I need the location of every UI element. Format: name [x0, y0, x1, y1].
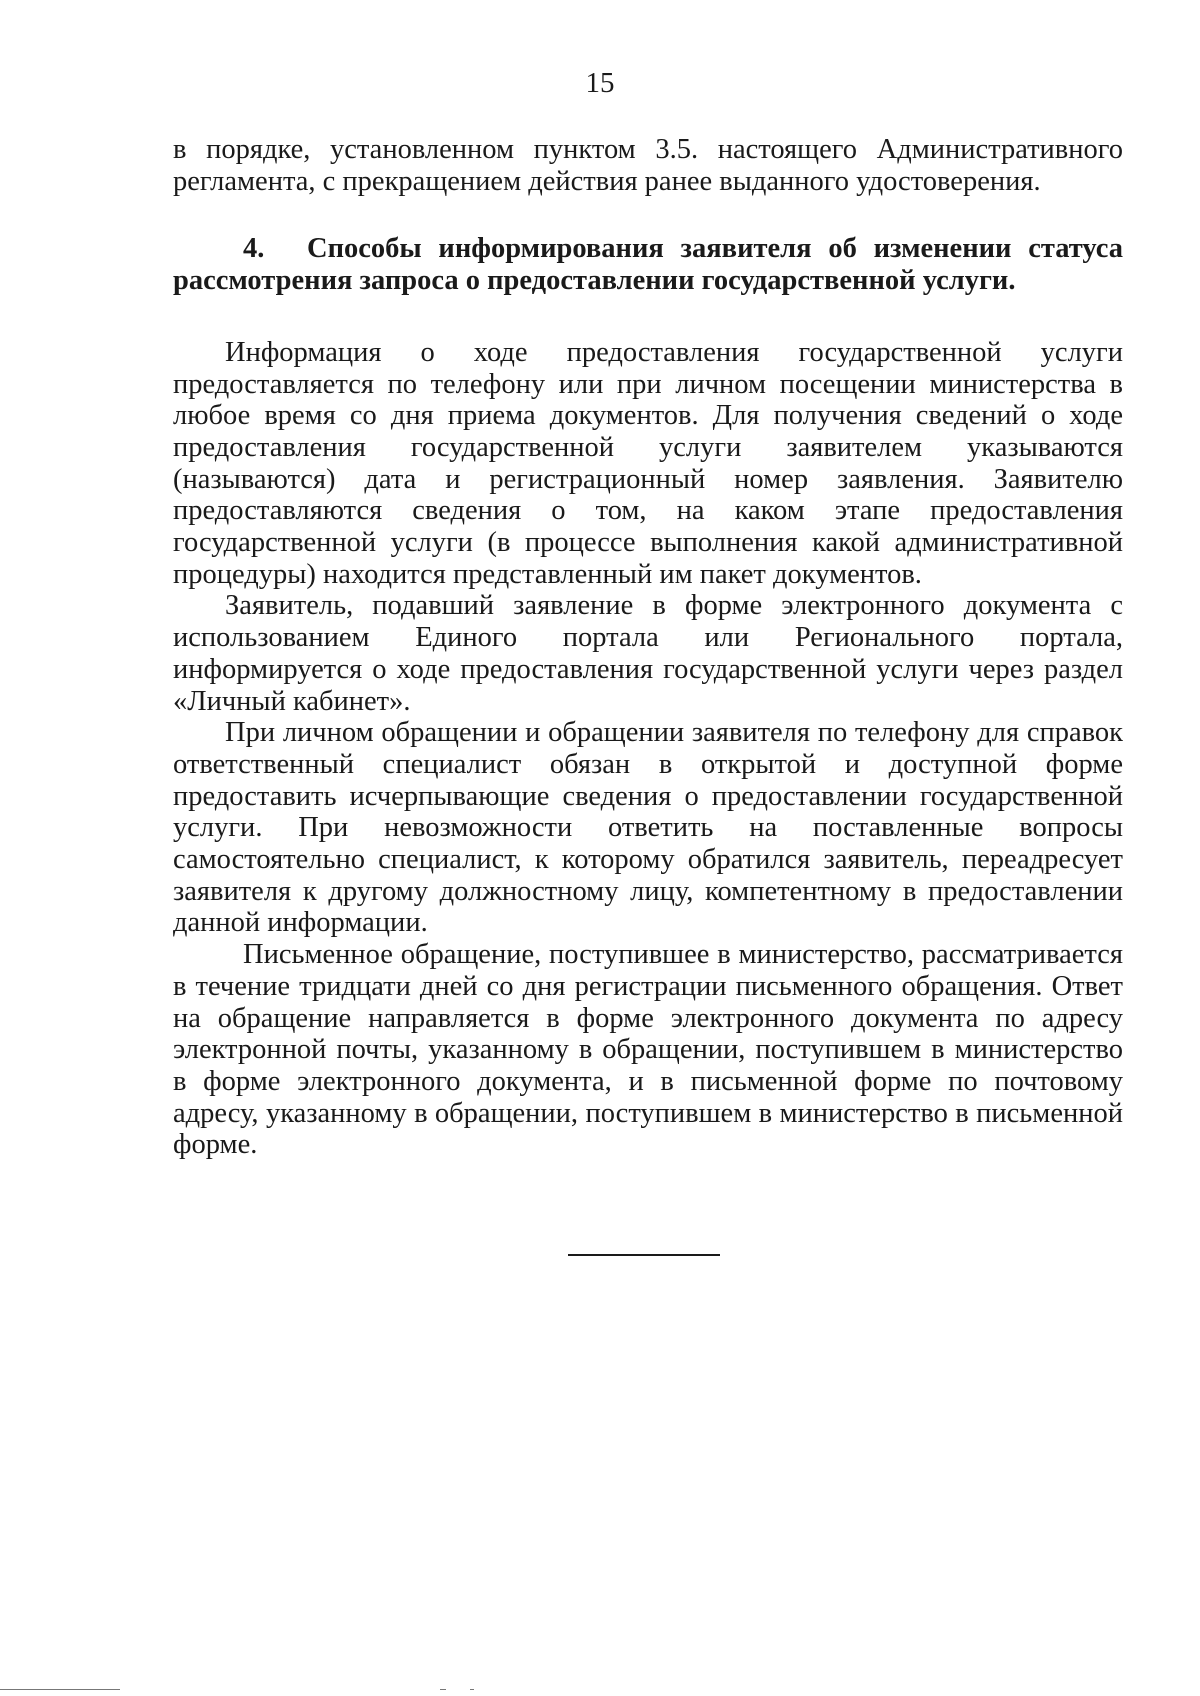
section-number: 4.	[243, 233, 265, 265]
intro-paragraph: в порядке, установленном пунктом 3.5. настоящего Административного регламента, с прекращением действия ранее выданного удостоверения.	[173, 134, 1123, 197]
paragraph-written-appeal: Письменное обращение, поступившее в министерство, рассматривается в течение тридцати дней со дня регистрации письменного обращения. Ответ на обращение направляется в форме электронного документа по адресу электронной почты, указанному в обращении, поступившем в министерство в форме электронного документа, и в письменной форме по почтовому адресу, указанному в обращении, поступившем в министерство в письменной форме.	[173, 939, 1123, 1161]
page-number: 15	[585, 67, 615, 99]
section-title: Способы информирования заявителя об изменении статуса рассмотрения запроса о предоставлении государственной услуги.	[173, 233, 1123, 297]
paragraph-status-info: Информация о ходе предоставления государственной услуги предоставляется по телефону или при личном посещении министерства в любое время со дня приема документов. Для получения сведений о ходе предоставления государственной услуги заявителем указываются (называются) дата и регистрационный номер заявления. Заявителю предоставляются сведения о том, на каком этапе предоставления государственной услуги (в процессе выполнения какой административной процедуры) находится представленный им пакет документов.	[173, 336, 1123, 590]
page-body	[173, 134, 1123, 1161]
paragraph-personal-cabinet: Заявитель, подавший заявление в форме электронного документа с использованием Единого портала или Регионального портала, информируется о ходе предоставления государственной услуги через раздел «Личный кабинет».	[173, 590, 1123, 717]
section-heading	[173, 233, 1123, 296]
scan-edge-artifact	[0, 1686, 1200, 1696]
paragraph-phone-inquiry: При личном обращении и обращении заявителя по телефону для справок ответственный специалист обязан в открытой и доступной форме предоставить исчерпывающие сведения о предоставлении государственной услуги. При невозможности ответить на поставленные вопросы самостоятельно специалист, к которому обратился заявитель, переадресует заявителя к другому должностному лицу, компетентному в предоставлении данной информации.	[173, 717, 1123, 939]
end-separator-line	[568, 1254, 720, 1256]
